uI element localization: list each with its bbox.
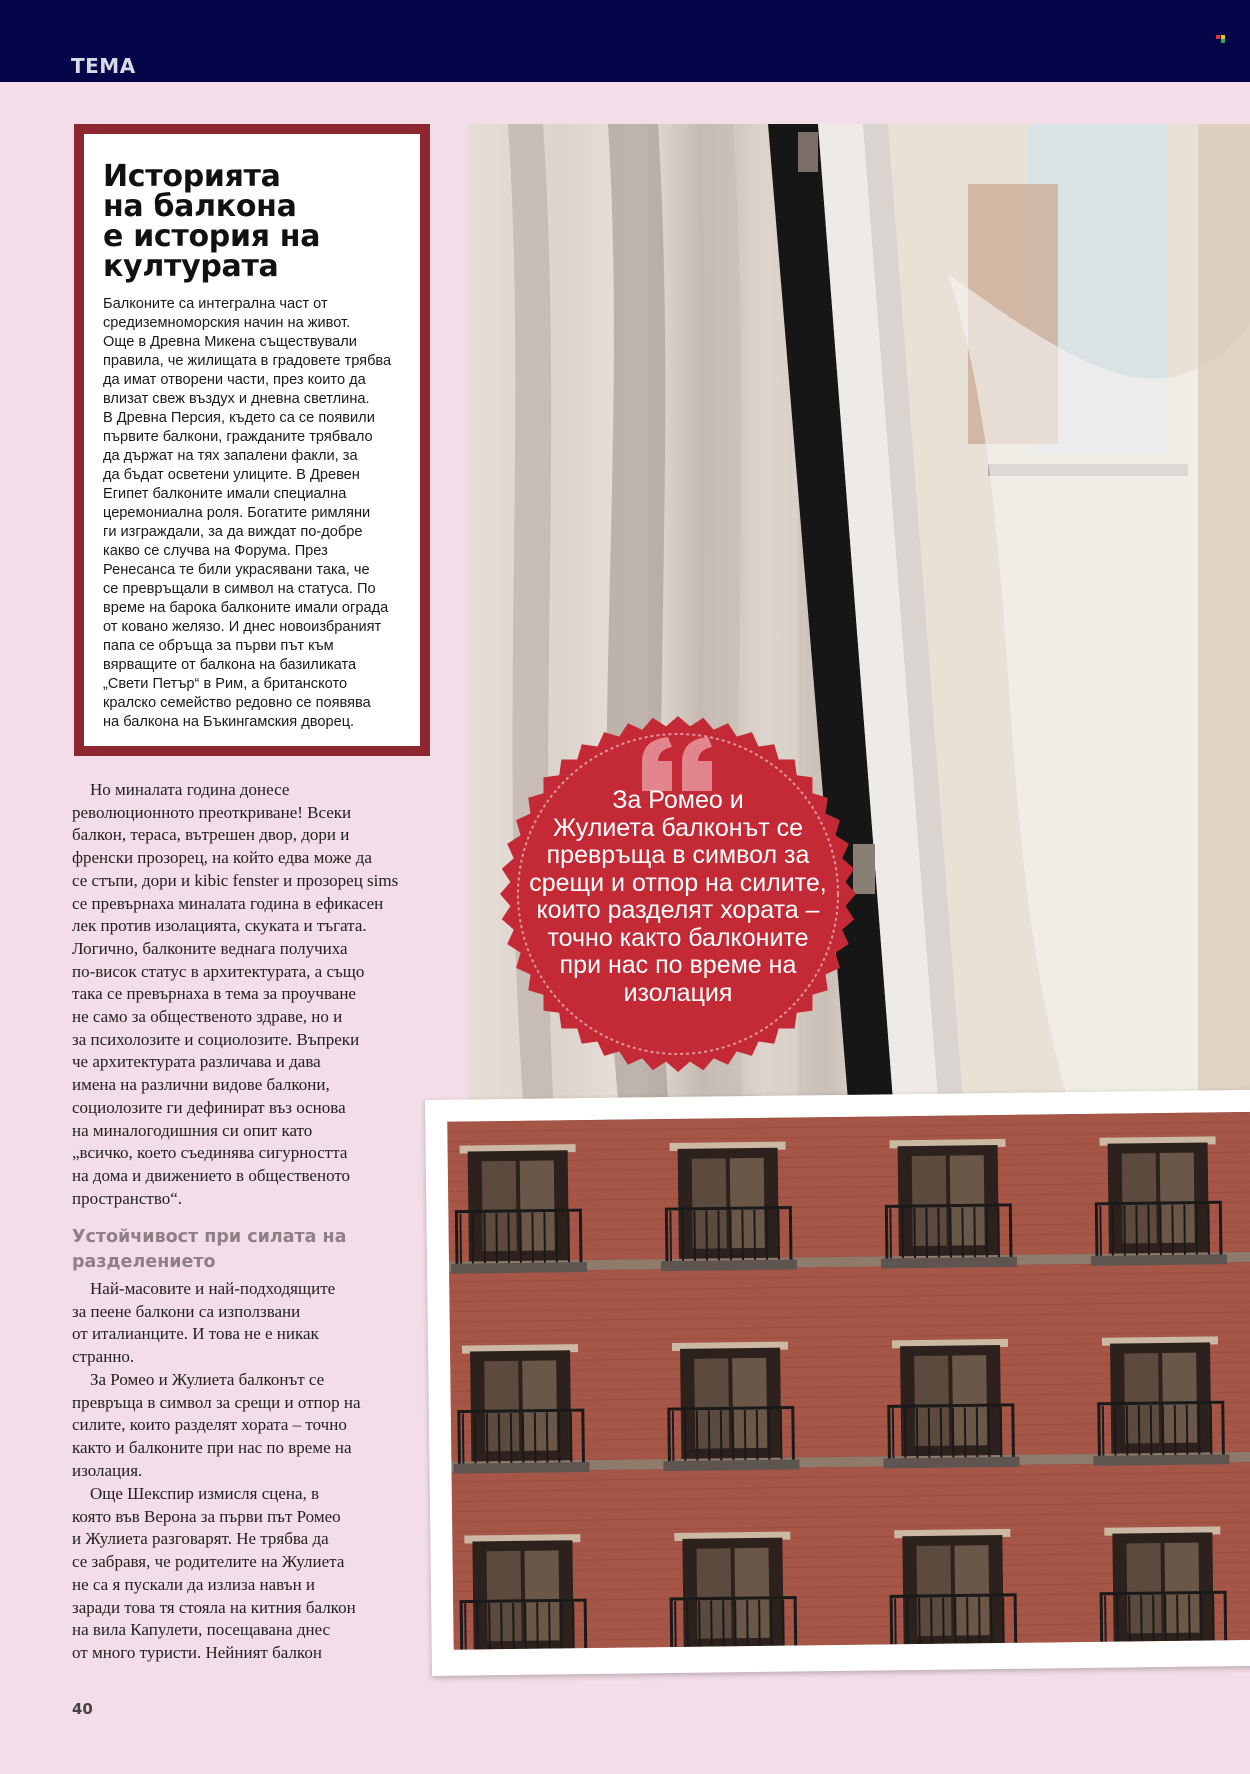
railing-bar [1100,1206,1101,1256]
railing-bar [687,1601,688,1650]
railing-bar [931,1598,932,1648]
logo-icon [1216,35,1226,43]
balcony-slab [663,1459,799,1471]
railing-bar [709,1411,710,1461]
article-line: Най-масовите и най-подходящите [90,1279,336,1298]
sidebar-text-line: „Свети Петър“ в Рим, а британското [103,676,348,692]
article-line: заради това тя стояла на китния балкон [72,1597,356,1617]
railing-bar [914,1208,915,1258]
railing-bar [1208,1204,1209,1254]
article-line: революционното преоткриване! Всеки [72,802,352,822]
article-line: социолозите ги дефинират въз основа [72,1097,346,1117]
sidebar-text-line: да имат отворени части, през които да [103,372,366,388]
railing-bar [535,1413,536,1463]
railing-bar [487,1413,488,1463]
railing-bar [463,1414,464,1464]
article-line: че архитектурата различава и дава [72,1052,321,1072]
article-line: за пеене балкони са използвани [72,1301,301,1321]
sidebar-title [103,159,403,284]
window-shutter [482,1161,517,1251]
pull-quote-line: За Ромео и [612,786,744,814]
railing-bar [1141,1595,1142,1645]
railing-bar [907,1598,908,1648]
railing-bar [556,1212,557,1262]
railing-bar [895,1598,896,1648]
sidebar-text-line: време на барока балконите имали ограда [103,600,389,616]
pull-quote-badge [497,713,859,1075]
window-shutter [694,1358,729,1448]
railing-bar [489,1603,490,1649]
railing-bar [979,1597,980,1647]
window-shutter [734,1548,769,1638]
window-shutter [1126,1543,1161,1633]
article-line: на миналогодишния си опит като [72,1120,313,1140]
article-line: така се превърнаха в тема за проучване [72,984,356,1004]
sidebar-text-line: от ковано желязо. И днес новоизбраният [103,619,382,635]
balcony-slab [1091,1254,1227,1266]
railing-bar [520,1213,521,1263]
article-line: изолация. [72,1460,143,1480]
railing-bar [735,1600,736,1649]
railing-bar [685,1411,686,1461]
article-line: както и балконите при нас по време на [72,1438,352,1458]
railing-bar [475,1413,476,1463]
balcony-slab [1096,1644,1232,1650]
railing-bar [1153,1595,1154,1645]
balcony-slab [451,1262,587,1274]
railing-bar [977,1407,978,1457]
quote-icon [640,737,716,791]
railing-bar [986,1207,987,1257]
balconies-building-photo [447,1112,1250,1650]
sidebar-text-line: първите балкони, гражданите трябвало [103,429,373,445]
railing-bar [998,1207,999,1257]
window-shutter [914,1356,949,1446]
pull-quote-text [517,787,839,1007]
sidebar-text-line: Ренесанса те били украсявани така, че [103,562,370,578]
railing-bar [723,1600,724,1649]
railing-bar [544,1213,545,1263]
railing-bar [682,1211,683,1261]
window-shutter [522,1360,557,1450]
railing-bar [991,1597,992,1647]
railing-bar [771,1600,772,1650]
article-line: Но миналата година донесе [90,780,290,799]
railing-bar [721,1410,722,1460]
railing-bar [1187,1405,1188,1455]
article-paragraph-2 [72,1278,432,1369]
railing-bar [893,1408,894,1458]
article-line: от италианците. И това не е никак [72,1324,319,1344]
railing-bar [1136,1205,1137,1255]
subheading-line: Устойчивост при силата на [72,1227,347,1247]
sidebar-text-line: правила, че жилищата в градовете трябва [103,353,392,369]
article-line: лек против изолацията, скуката и тъгата. [72,916,367,936]
railing-bar [1165,1595,1166,1645]
railing-bar [905,1408,906,1458]
article-line: се забравя, че родителите на Жулиета [72,1552,345,1572]
window-shutter [520,1160,555,1250]
sidebar-text-line: церемониална роля. Богатите римляни [103,505,371,521]
window-shutter [487,1551,522,1641]
window-shutter [954,1545,989,1635]
railing-bar [926,1208,927,1258]
railing-bar [573,1602,574,1649]
window-shutter [692,1158,727,1248]
railing-bar [1184,1205,1185,1255]
sidebar-text-line: да държат на тях запалени факли, за [103,448,358,464]
pull-quote-line: изолация [623,978,733,1007]
railing-bar [766,1210,767,1260]
railing-bar [532,1213,533,1263]
sidebar-title-line: е история на [103,219,321,254]
article-line: от много туристи. Нейният балкон [72,1642,322,1662]
sidebar-text-line: да бъдат осветени улиците. В Древен [103,467,360,483]
article-line: превръща в символ за срещи и отпор на [72,1392,361,1412]
sidebar-text-line: Балконите са интегрална част от [103,296,328,312]
railing-bar [1112,1206,1113,1256]
window-shutter [1164,1543,1199,1633]
railing-bar [967,1597,968,1647]
sidebar-title-line: на балкона [103,189,297,224]
window-shutter [1162,1353,1197,1443]
pull-quote-line: които разделят хората – [536,896,820,924]
railing-bar [523,1413,524,1463]
railing-bar [965,1407,966,1457]
sidebar-text-line: Още в Древна Микена съществували [103,334,357,350]
article-line: за психолозите и социолозите. Въпреки [72,1029,360,1049]
article-line: и Жулиета разговарят. Не трябва да [72,1529,329,1549]
railing-bar [513,1603,514,1650]
article-line: се превърнаха миналата година в ефикасен [72,893,384,913]
pull-quote-line: Жулиета балконът се [553,813,803,842]
subheading-line: разделението [72,1252,216,1272]
railing-bar [974,1207,975,1257]
railing-bar [465,1604,466,1650]
railing-bar [1196,1205,1197,1255]
railing-bar [917,1408,918,1458]
window-shutter [1124,1353,1159,1443]
railing-bar [484,1213,485,1263]
railing-bar [499,1413,500,1463]
railing-bar [902,1208,903,1258]
sidebar-text-line: вярващите от балкона на базиликата [103,657,357,673]
railing-bar [549,1603,550,1650]
article-line: „всичко, което съединява сигурността [72,1143,348,1163]
railing-bar [778,1210,779,1260]
railing-bar [1177,1595,1178,1645]
railing-bar [525,1603,526,1650]
article-line: по-висок статус в архитектурата, а също [72,961,365,981]
sidebar-text-line: папа се обръща за първи път към [103,638,334,654]
railing-bar [1103,1406,1104,1456]
railing-bar [1139,1405,1140,1455]
railing-bar [783,1600,784,1650]
article-line: Още Шекспир измисля сцена, в [90,1484,320,1503]
article-line: пространство“. [72,1188,183,1208]
railing-bar [938,1208,939,1258]
pull-quote-line: точно както балконите [547,923,809,952]
article-line: Логично, балконите веднага получиха [72,938,348,958]
railing-bar [1001,1407,1002,1457]
railing-bar [561,1602,562,1649]
article-line: силите, които разделят хората – точно [72,1415,347,1435]
railing-bar [745,1410,746,1460]
article-line: странно. [72,1347,135,1367]
window-shutter [730,1158,765,1248]
article-line: не са я пускали да излиза навън и [72,1574,316,1594]
article-paragraph-4 [72,1483,432,1665]
railing-bar [929,1408,930,1458]
balcony-slab [661,1259,797,1271]
railing-bar [670,1211,671,1261]
window-shutter [484,1361,519,1451]
window-shutter [525,1550,560,1640]
railing-bar [1151,1405,1152,1455]
railing-bar [1124,1205,1125,1255]
article-line: френски прозорец, на който едва може да [72,848,372,868]
railing-bar [1003,1597,1004,1647]
railing-bar [496,1213,497,1263]
sidebar-text-line: кралско семейство редовно се появява [103,695,371,711]
window-shutter [912,1156,947,1246]
railing-bar [919,1598,920,1648]
railing-bar [706,1211,707,1261]
article-paragraph-1 [72,779,432,1210]
article-line: балкон, тераса, вътрешен двор, дори и [72,825,350,845]
railing-bar [747,1600,748,1650]
article-line: на дома и движението в общественото [72,1165,351,1185]
sidebar-title-line: Историята [103,159,281,194]
railing-bar [571,1412,572,1462]
article-subheading [72,1225,412,1275]
railing-bar [1189,1595,1190,1645]
pull-quote-line: превръща в символ за [546,841,810,869]
railing-bar [718,1210,719,1260]
article-paragraph-3 [72,1369,432,1483]
railing-bar [511,1413,512,1463]
railing-bar [950,1208,951,1258]
article-line: За Ромео и Жулиета балконът се [90,1370,325,1389]
railing-bar [1175,1405,1176,1455]
railing-bar [568,1212,569,1262]
railing-bar [890,1208,891,1258]
building-photo-frame [425,1089,1250,1675]
railing-bar [1117,1596,1118,1646]
railing-bar [1172,1205,1173,1255]
railing-bar [1129,1595,1130,1645]
sidebar-text-line: се превръщали в символ на статуса. По [103,581,376,597]
railing-bar [547,1413,548,1463]
article-line: се стъпи, дори и kibic fenster и прозорец sims [72,870,399,890]
window-shutter [950,1155,985,1245]
railing-bar [1199,1405,1200,1455]
sidebar-title-line: културата [103,249,279,284]
sidebar-text-line: В Древна Персия, където са се появили [103,410,375,426]
railing-bar [1105,1596,1106,1646]
railing-bar [697,1411,698,1461]
balcony-slab [881,1257,1017,1269]
railing-bar [1213,1594,1214,1644]
railing-bar [711,1601,712,1650]
railing-bar [742,1210,743,1260]
sidebar-text-line: какво се случва на Форума. През [103,543,328,559]
railing-bar [537,1603,538,1650]
header-bar [0,0,1250,82]
railing-bar [733,1410,734,1460]
window-shutter [916,1546,951,1636]
railing-bar [1148,1205,1149,1255]
section-label: ТЕМА [71,54,136,78]
article-line: имена на различни видове балкони, [72,1075,330,1095]
railing-bar [559,1412,560,1462]
railing-bar [1211,1404,1212,1454]
pull-quote-line: при нас по време на [559,951,797,979]
railing-bar [1163,1405,1164,1455]
balcony-slab [883,1457,1019,1469]
sidebar-text-line: на балкона на Бъкингамския дворец. [103,714,355,730]
railing-bar [1115,1406,1116,1456]
window-shutter [952,1355,987,1445]
railing-bar [694,1211,695,1261]
railing-bar [955,1598,956,1648]
railing-bar [1160,1205,1161,1255]
railing-bar [953,1408,954,1458]
window-shutter [697,1548,732,1638]
railing-bar [769,1410,770,1460]
railing-bar [460,1214,461,1264]
railing-bar [477,1603,478,1649]
railing-bar [472,1213,473,1263]
sidebar-text-line: средиземноморския начин на живот. [103,315,351,331]
balcony-slab [886,1647,1022,1650]
railing-bar [508,1213,509,1263]
pull-quote-line: срещи и отпор на силите, [529,868,827,897]
railing-bar [754,1210,755,1260]
railing-bar [675,1601,676,1650]
railing-bar [699,1601,700,1650]
railing-bar [962,1207,963,1257]
railing-bar [759,1600,760,1650]
railing-bar [730,1210,731,1260]
window-shutter [1160,1153,1195,1243]
railing-bar [1127,1405,1128,1455]
sidebar-text-line: Египет балконите имали специална [103,486,347,502]
railing-bar [673,1411,674,1461]
railing-bar [501,1603,502,1650]
railing-bar [943,1598,944,1648]
sidebar-text [103,295,411,732]
sidebar-text-line: влизат свеж въздух и дневна светлина. [103,391,370,407]
balcony-slab [1093,1454,1229,1466]
balcony-slab [453,1462,589,1474]
railing-bar [941,1408,942,1458]
sidebar-text-line: ги изграждали, за да виждат по-добре [103,524,363,540]
article-line: на вила Капулети, посещавана днес [72,1620,331,1640]
railing-bar [989,1407,990,1457]
window-shutter [1122,1153,1157,1243]
railing-bar [757,1410,758,1460]
railing-bar [1201,1595,1202,1645]
railing-bar [781,1410,782,1460]
article-line: не само за общественото здраве, но и [72,1007,343,1027]
page-number: 40 [72,1700,93,1718]
article-line: която във Верона за първи път Ромео [72,1506,341,1526]
window-shutter [732,1358,767,1448]
